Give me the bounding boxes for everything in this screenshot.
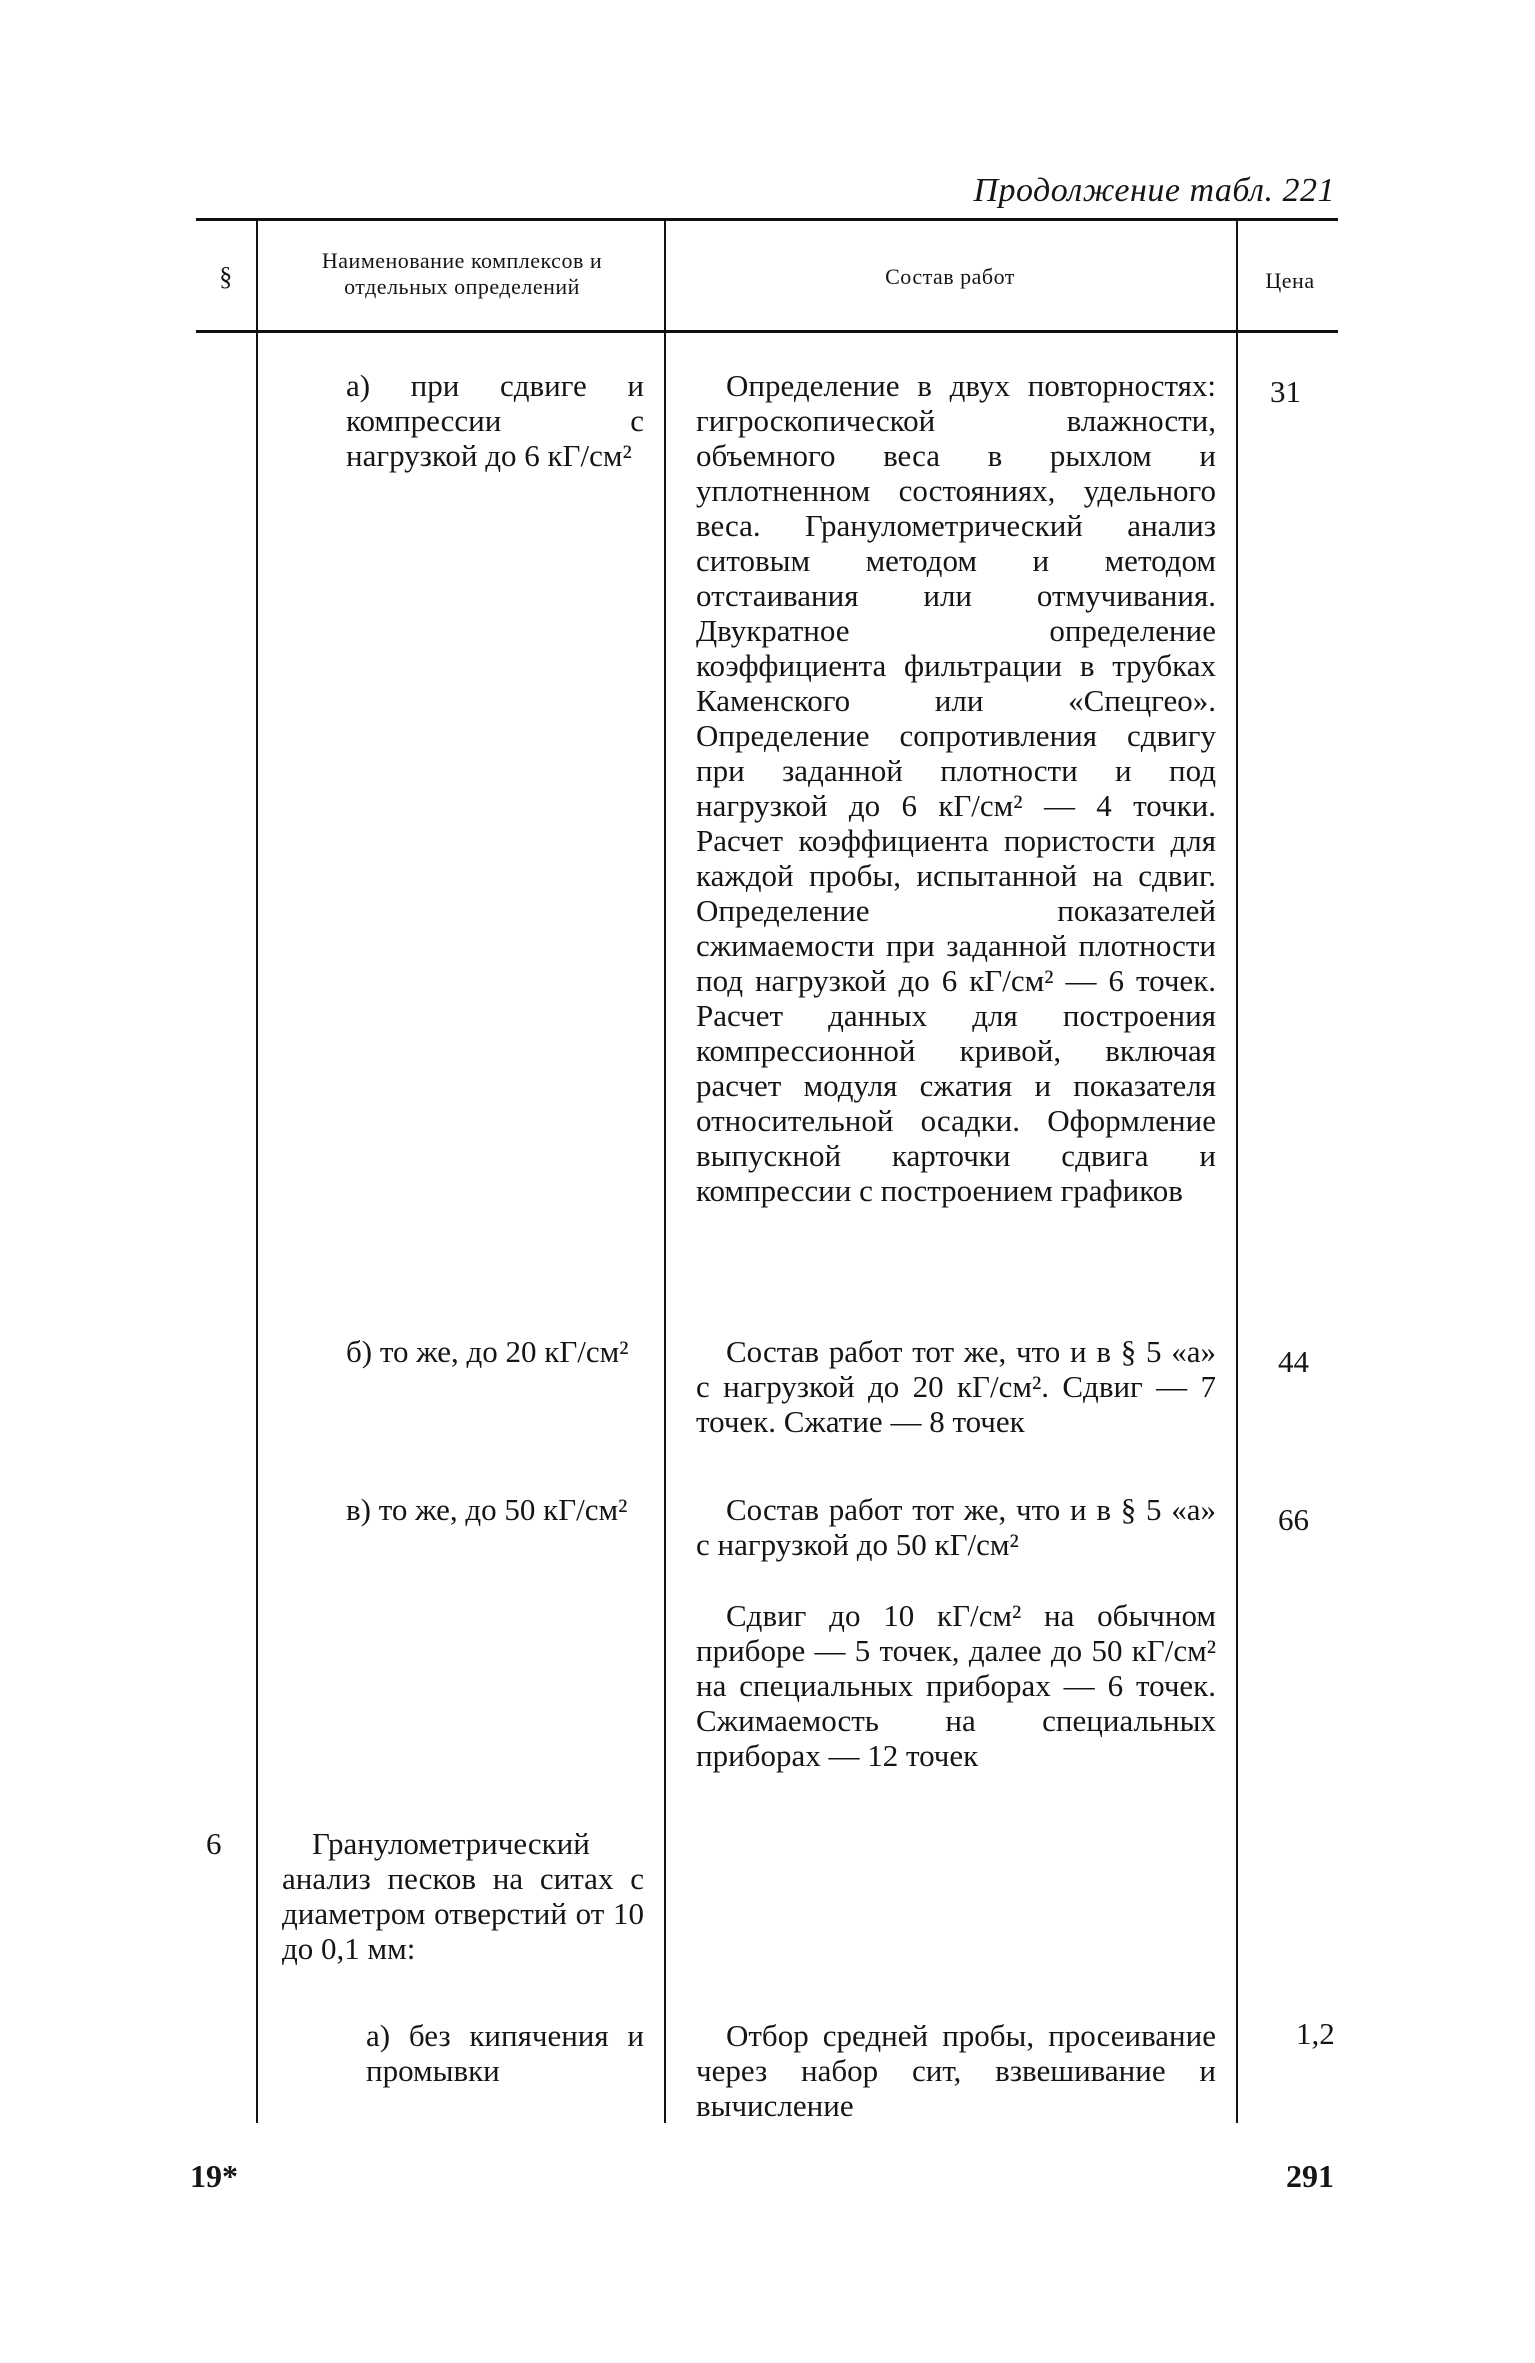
row2-work: Состав работ тот же, что и в § 5 «а» с нагрузкой до 20 кГ/см². Сдвиг — 7 точек. Сжатие — 8 точек [696, 1334, 1216, 1439]
row1-name: а) при сдвиге и компрессии с нагрузкой до 6 кГ/см² [346, 368, 644, 473]
row5-price: 1,2 [1296, 2016, 1335, 2051]
signature-mark: 19* [190, 2158, 238, 2194]
row5-work: Отбор средней пробы, просеивание через набор сит, взвешивание и вычисление [696, 2018, 1216, 2123]
header-name: Наименование комплексов и отдельных определений [321, 248, 603, 299]
column-rule-3 [1236, 220, 1238, 2123]
header-bottom-rule [196, 330, 1338, 333]
page-number: 291 [1286, 2158, 1334, 2194]
row4-section: 6 [206, 1826, 222, 1861]
row5-name: а) без кипячения и промывки [366, 2018, 644, 2088]
row3-work-continued: Сдвиг до 10 кГ/см² на обычном приборе — 5 точек, далее до 50 кГ/см² на специальных приборах — 6 точек. Сжимаемость на специальных приборах — 12 точек [696, 1598, 1216, 1773]
row2-name: б) то же, до 20 кГ/см² [346, 1334, 629, 1369]
row2-price: 44 [1278, 1344, 1309, 1379]
row3-price: 66 [1278, 1502, 1309, 1537]
header-work: Состав работ [885, 264, 1015, 289]
header-price: Цена [1265, 268, 1315, 293]
row4-name: Гранулометрический анализ песков на ситах с диаметром отверстий от 10 до 0,1 мм: [282, 1826, 644, 1966]
running-head: Продолжение табл. 221 [973, 172, 1335, 209]
row1-price: 31 [1270, 374, 1301, 409]
row3-name: в) то же, до 50 кГ/см² [346, 1492, 628, 1527]
table-top-rule [196, 218, 1338, 221]
header-section: § [219, 262, 233, 291]
column-rule-1 [256, 220, 258, 2123]
row1-work: Определение в двух повторностях: гигроскопической влажности, объемного веса в рыхлом и уплотненном состояниях, удельного веса. Гранулометрический анализ ситовым методом и методом отстаивания или отмучивания. Двукратное определение коэффициента фильтрации в трубках Каменского или «Спецгео». Определение сопротивления сдвигу при заданной плотности и под нагрузкой до 6 кГ/см² — 4 точки. Расчет коэффициента пористости для каждой пробы, испытанной на сдвиг. Определение показателей сжимаемости при заданной плотности под нагрузкой до 6 кГ/см² — 6 точек. Расчет данных для построения компрессионной кривой, включая расчет модуля сжатия и показателя относительной осадки. Оформление выпускной карточки сдвига и компрессии с построением графиков [696, 368, 1216, 1208]
column-rule-2 [664, 220, 666, 2123]
row3-work: Состав работ тот же, что и в § 5 «а» с нагрузкой до 50 кГ/см² [696, 1492, 1216, 1562]
